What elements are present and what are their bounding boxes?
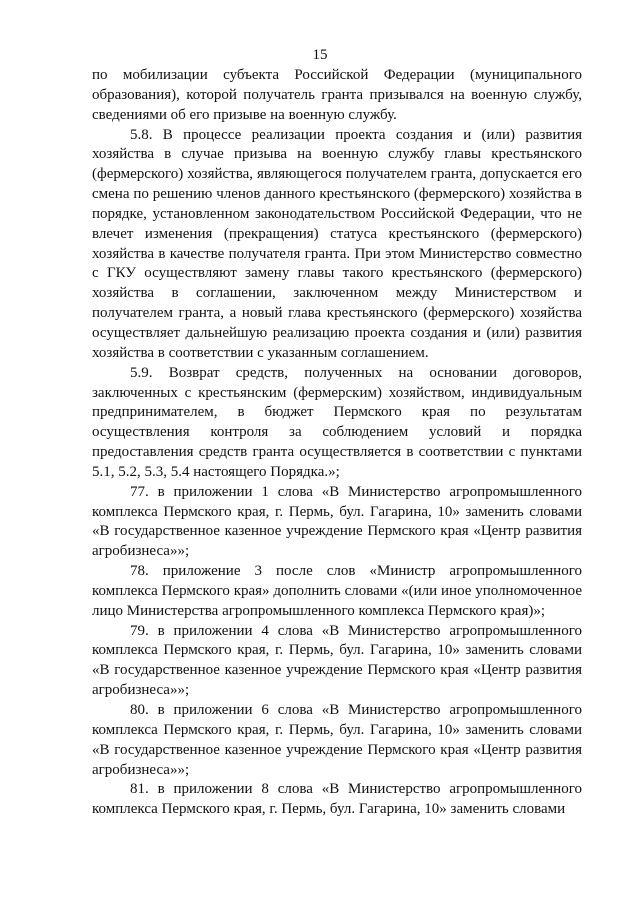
paragraph-item-78: 78. приложение 3 после слов «Министр агропромышленного комплекса Пермского края» дополнить словами «(или иное уполномоченное лицо Министерства агропромышленного комплекса Пермского края)»; (92, 563, 582, 619)
paragraph-continuation: по мобилизации субъекта Российской Федерации (муниципального образования), которой получатель гранта призывался на военную службу, сведениями об его призыве на военную службу. (92, 67, 582, 123)
document-body (92, 66, 582, 820)
paragraph-5-8: 5.8. В процессе реализации проекта создания и (или) развития хозяйства в случае призыва на военную службу главы крестьянского (фермерского) хозяйства, являющегося получателем гранта, допускается его смена по решению членов данного крестьянского (фермерского) хозяйства в порядке, установленном законодательством Российской Федерации, что не влечет изменения (прекращения) статуса крестьянского (фермерского) хозяйства в качестве получателя гранта. При этом Министерство совместно с ГКУ осуществляют замену главы такого крестьянского (фермерского) хозяйства в соглашении, заключенном между Министерством и получателем гранта, а новый глава крестьянского (фермерского) хозяйства осуществляет дальнейшую реализацию проекта создания и (или) развития хозяйства в соответствии с указанным соглашением. (92, 126, 582, 361)
paragraph-item-80: 80. в приложении 6 слова «В Министерство агропромышленного комплекса Пермского края, г. Пермь, бул. Гагарина, 10» заменить словами «В государственное казенное учреждение Пермского края «Центр развития агробизнеса»»; (92, 702, 582, 778)
paragraph-item-77: 77. в приложении 1 слова «В Министерство агропромышленного комплекса Пермского края, г. Пермь, бул. Гагарина, 10» заменить словами «В государственное казенное учреждение Пермского края «Центр развития агробизнеса»»; (92, 483, 582, 560)
paragraph-item-79: 79. в приложении 4 слова «В Министерство агропромышленного комплекса Пермского края, г. Пермь, бул. Гагарина, 10» заменить словами «В государственное казенное учреждение Пермского края «Центр развития агробизнеса»»; (92, 622, 582, 699)
paragraph-item-81: 81. в приложении 8 слова «В Министерство агропромышленного комплекса Пермского края, г. Пермь, бул. Гагарина, 10» заменить словами (92, 781, 582, 818)
page-number: 15 (312, 47, 328, 63)
paragraph-5-9: 5.9. Возврат средств, полученных на основании договоров, заключенных с крестьянским (фермерским) хозяйством, индивидуальным предпринимателем, в бюджет Пермского края по результатам осуществления контроля за соблюдением условий и порядка предоставления средств гранта осуществляется в соответствии с пунктами 5.1, 5.2, 5.3, 5.4 настоящего Порядка.»; (92, 364, 582, 480)
